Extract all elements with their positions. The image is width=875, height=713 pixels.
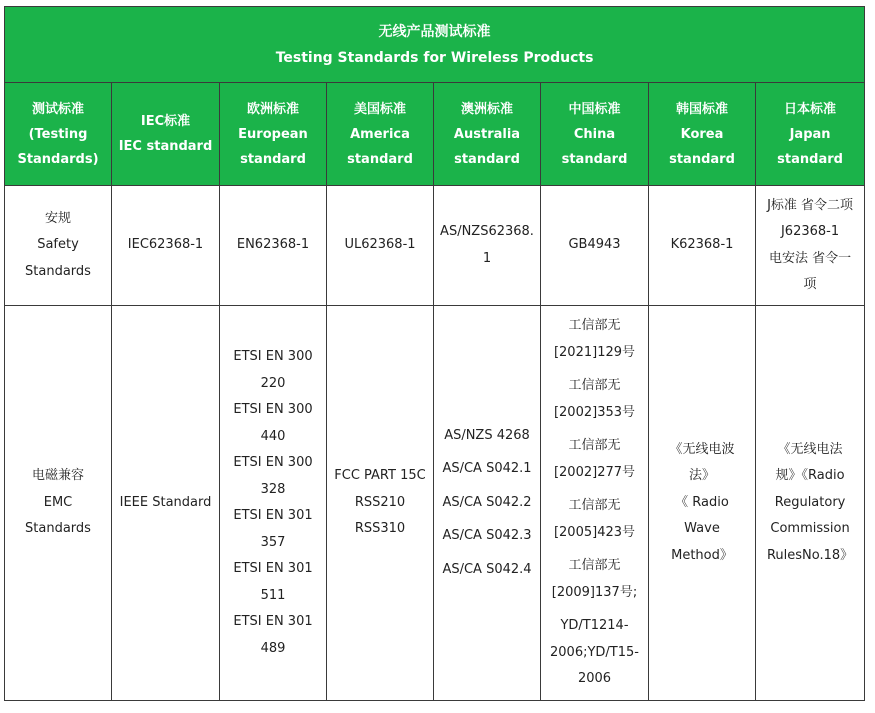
cell-line: 357 — [260, 534, 286, 550]
column-header — [112, 83, 220, 186]
cell-line: IEEE Standard — [119, 494, 212, 510]
cell-line: Standards — [25, 521, 91, 537]
column-header — [541, 83, 649, 186]
column-header-line: 欧洲标准 — [246, 101, 299, 117]
cell-line: [2005]423号 — [553, 524, 636, 540]
cell-line: 工信部无 — [568, 558, 621, 574]
column-header-line: 中国标准 — [568, 101, 621, 117]
column-header-line: 澳洲标准 — [460, 101, 513, 117]
cell-line: 511 — [260, 587, 286, 603]
cell-line: RSS210 — [354, 494, 406, 510]
cell-line: 2006 — [577, 671, 612, 687]
cell-line: Method》 — [671, 547, 733, 563]
cell-line: 项 — [803, 277, 817, 292]
cell-line: [2002]353号 — [553, 404, 636, 420]
cell-line: EN62368-1 — [236, 237, 310, 253]
table-cell — [220, 186, 327, 306]
column-header-line: China — [573, 126, 616, 142]
cell-line: AS/CA S042.3 — [442, 528, 532, 544]
cell-line: 1 — [482, 250, 492, 266]
cell-line: 220 — [260, 375, 286, 391]
standards-table — [4, 6, 865, 701]
cell-line: 工信部无 — [568, 378, 621, 394]
column-header-line: Australia — [453, 126, 521, 142]
column-header — [649, 83, 756, 186]
cell-line: 《无线电法 — [777, 441, 843, 457]
table-cell — [756, 186, 865, 306]
table-cell — [112, 306, 220, 701]
cell-line: RSS310 — [354, 521, 406, 537]
cell-line: ETSI EN 301 — [233, 508, 313, 523]
table-cell — [220, 306, 327, 701]
cell-line: J标准 省令二项 — [767, 197, 854, 213]
cell-line: 工信部无 — [568, 498, 621, 514]
title-zh: 无线产品测试标准 — [378, 23, 491, 40]
cell-line: 2006;YD/T15- — [550, 644, 639, 660]
column-header-line: standard — [454, 151, 520, 167]
cell-line: AS/CA S042.1 — [442, 461, 532, 477]
table-cell — [649, 186, 756, 306]
cell-line: 法》 — [688, 468, 715, 484]
cell-line: AS/CA S042.2 — [442, 494, 532, 510]
table-cell — [541, 186, 649, 306]
cell-line: FCC PART 15C — [334, 468, 426, 484]
table-title — [5, 7, 865, 83]
column-header-line: European — [238, 126, 308, 142]
column-header-line: standard — [777, 151, 843, 167]
cell-line: Regulatory — [774, 494, 846, 510]
cell-line: [2021]129号 — [553, 344, 636, 360]
cell-line: ETSI EN 301 — [233, 561, 313, 576]
cell-line: 489 — [260, 640, 286, 656]
column-header-line: IEC standard — [118, 139, 213, 154]
column-header — [220, 83, 327, 186]
cell-line: 安规 — [44, 210, 71, 226]
column-header — [327, 83, 434, 186]
cell-line: UL62368-1 — [344, 237, 416, 253]
table-cell — [541, 306, 649, 701]
cell-line: K62368-1 — [670, 237, 734, 253]
title-en: Testing Standards for Wireless Products — [275, 49, 594, 66]
table-cell — [756, 306, 865, 701]
cell-line: 电安法 省令一 — [768, 250, 852, 266]
table-cell — [434, 186, 541, 306]
column-header-line: (Testing — [28, 126, 88, 142]
cell-line: AS/NZS 4268 — [444, 427, 530, 443]
table-cell — [649, 306, 756, 701]
cell-line: YD/T1214- — [560, 618, 629, 634]
table-cell — [434, 306, 541, 701]
cell-line: [2002]277号 — [553, 464, 636, 480]
column-header-line: Standards) — [17, 151, 99, 167]
column-header-line: 日本标准 — [784, 101, 837, 117]
column-header-line: standard — [347, 151, 413, 167]
column-header-line: 测试标准 — [31, 101, 84, 117]
cell-line: Standards — [25, 263, 91, 279]
table-cell — [327, 306, 434, 701]
cell-line: ETSI EN 300 — [233, 402, 313, 417]
cell-line: 440 — [260, 428, 286, 444]
cell-line: 《 Radio — [675, 494, 729, 510]
cell-line: 工信部无 — [568, 438, 621, 454]
column-header-line: Japan — [789, 126, 831, 142]
column-header-line: standard — [561, 151, 628, 167]
column-header-line: America — [350, 126, 410, 142]
table-cell — [5, 306, 112, 701]
cell-line: 328 — [260, 481, 286, 497]
column-header — [756, 83, 865, 186]
header-row — [5, 83, 865, 186]
column-header-line: Korea — [680, 126, 724, 142]
title-row — [5, 7, 865, 83]
cell-line: RulesNo.18》 — [766, 547, 854, 563]
cell-line: 工信部无 — [568, 318, 621, 334]
table-cell — [327, 186, 434, 306]
column-header — [434, 83, 541, 186]
cell-line: Wave — [684, 521, 720, 537]
standards-table-wrapper — [4, 6, 864, 701]
cell-line: 《无线电波 — [669, 441, 735, 457]
cell-line: AS/NZS62368. — [440, 224, 534, 239]
cell-line: IEC62368-1 — [127, 237, 204, 253]
cell-line: Commission — [770, 521, 850, 537]
column-header-line: standard — [669, 151, 735, 167]
column-header-line: 美国标准 — [353, 101, 406, 117]
cell-line: ETSI EN 300 — [233, 349, 313, 364]
cell-line: GB4943 — [568, 237, 621, 253]
column-header-line: IEC标准 — [140, 114, 191, 129]
cell-line: AS/CA S042.4 — [442, 561, 532, 577]
cell-line: [2009]137号; — [551, 584, 638, 600]
table-row-emc — [5, 306, 865, 701]
column-header — [5, 83, 112, 186]
cell-line: J62368-1 — [780, 224, 840, 239]
cell-line: 规》《Radio — [775, 468, 845, 484]
table-cell — [112, 186, 220, 306]
table-row-safety — [5, 186, 865, 306]
cell-line: 电磁兼容 — [31, 468, 84, 484]
column-header-line: standard — [240, 151, 306, 167]
cell-line: ETSI EN 300 — [233, 455, 313, 470]
table-cell — [5, 186, 112, 306]
cell-line: Safety — [37, 237, 79, 253]
column-header-line: 韩国标准 — [675, 101, 728, 117]
cell-line: EMC — [43, 494, 73, 510]
cell-line: ETSI EN 301 — [233, 614, 313, 629]
